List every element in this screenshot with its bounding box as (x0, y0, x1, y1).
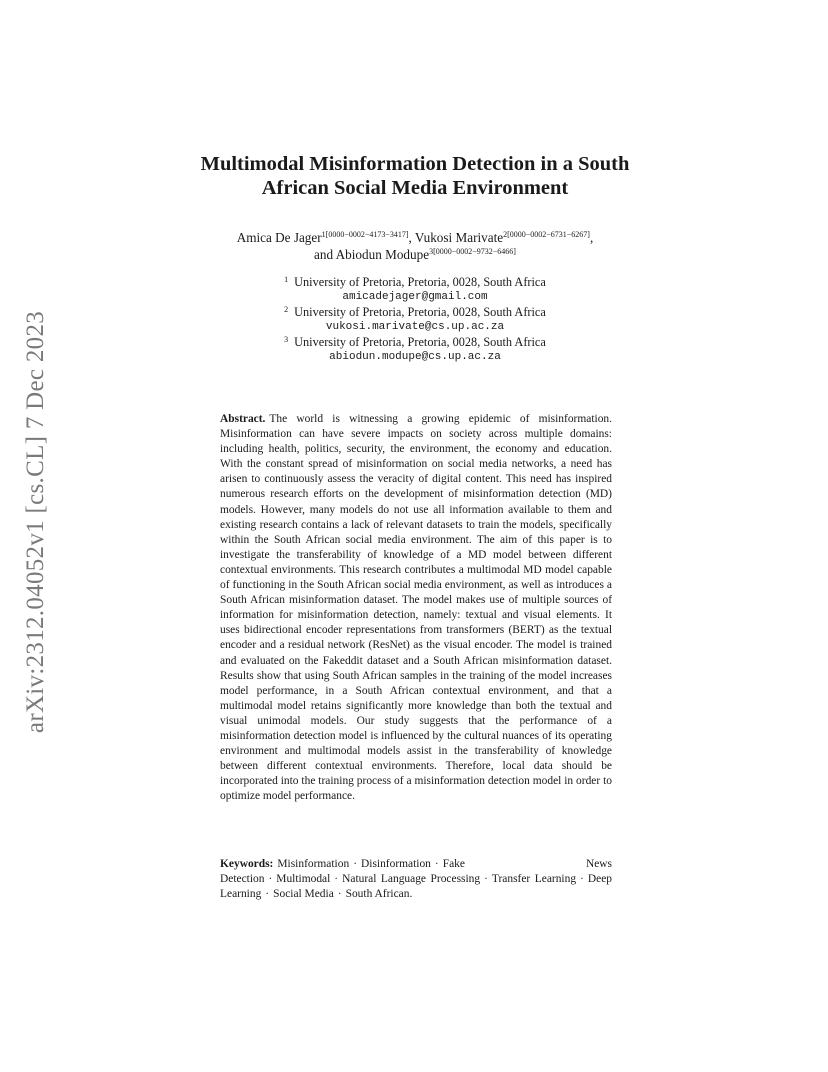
keyword-separator: · (484, 873, 488, 886)
author-orcid: 3[0000−0002−9732−6466] (429, 247, 516, 256)
affiliation-list (200, 275, 630, 365)
keywords (220, 857, 612, 902)
keyword-item: South African. (345, 888, 413, 901)
author-email: vukosi.marivate@cs.up.ac.za (325, 321, 505, 333)
affiliation-text: University of Pretoria, Pretoria, 0028, South Africa (294, 275, 546, 289)
affiliation-number: 1 (284, 275, 289, 284)
keyword-item: Transfer Learning (491, 873, 577, 886)
keyword-item: Misinformation (277, 858, 350, 870)
author-name: Amica De Jager (236, 230, 322, 245)
keyword-item: Fake News Detection (220, 858, 612, 886)
author-name: and Abiodun Modupe (314, 247, 430, 262)
affiliation-number: 2 (284, 305, 289, 314)
author-email: abiodun.modupe@cs.up.ac.za (329, 351, 501, 363)
keyword-list (220, 858, 612, 900)
keyword-item: Multimodal (276, 873, 331, 886)
affiliation-item (200, 335, 630, 350)
affiliation-number: 3 (284, 335, 289, 344)
arxiv-identifier-stamp (16, 292, 56, 752)
arxiv-identifier-text: arXiv:2312.04052v1 [cs.CL] 7 Dec 2023 (22, 310, 50, 734)
author-line-2 (150, 246, 680, 263)
affiliation-item (200, 275, 630, 290)
affiliation-text: University of Pretoria, Pretoria, 0028, South Africa (294, 305, 546, 319)
keyword-item: Natural Language Processing (342, 873, 481, 886)
author-separator: , (589, 230, 594, 245)
author-list (150, 229, 680, 263)
keyword-item: Disinformation (361, 858, 431, 870)
keyword-separator: · (580, 873, 584, 886)
affiliation-text: University of Pretoria, Pretoria, 0028, South Africa (294, 335, 546, 349)
keyword-item: Deep Learning (220, 873, 612, 901)
affiliation-item (200, 305, 630, 320)
paper-title-line-1: Multimodal Misinformation Detection in a South (200, 153, 630, 175)
author-line-1 (150, 229, 680, 246)
keyword-separator: · (334, 873, 339, 886)
author-email: amicadejager@gmail.com (342, 291, 488, 303)
keyword-separator: · (434, 858, 439, 870)
keyword-separator: · (337, 888, 342, 901)
keyword-item: Social Media (273, 888, 334, 901)
keyword-separator: · (268, 873, 273, 886)
keyword-separator: · (265, 888, 270, 901)
author-orcid: 1[0000−0002−4173−3417] (321, 230, 409, 239)
paper-title (150, 152, 680, 200)
abstract-text: The world is witnessing a growing epidemic of misinformation. Misinformation can have severe impacts on society across multiple domains: including health, politics, security, the environment, the economy and education. With the constant spread of misinformation on social media networks, a need has arisen to continuously assess the veracity of digital content. This need has inspired numerous research efforts on the development of misinformation detection (MD) models. However, many models do not use all information available to them and existing research contains a lack of relevant datasets to train the models, specifically within the South African social media environment. The aim of this paper is to investigate the transferability of knowledge of a MD model between different contextual environments. This research contributes a multimodal MD model capable of functioning in the South African social media environment, as well as introduces a South African misinformation dataset. The model makes use of multiple sources of information for misinformation detection, namely: textual and visual elements. It uses bidirectional encoder representations from transformers (BERT) as the textual encoder and a residual network (ResNet) as the visual encoder. The model is trained and evaluated on the Fakeddit dataset and a South African misinformation dataset. Results show that using South African samples in the training of the model increases model performance, in a South African contextual environment, and that a multimodal model retains significantly more knowledge than both the textual and visual unimodal models. Our study suggests that the performance of a misinformation detection model is influenced by the cultural nuances of its operating environment and multimodal models assist in the transferability of knowledge between different contextual environments. Therefore, local data should be incorporated into the training process of a misinformation detection model in order to optimize model performance. (220, 413, 612, 803)
author-name: Vukosi Marivate (414, 230, 504, 245)
keyword-separator: · (353, 858, 357, 870)
author-separator: , (408, 230, 415, 245)
paper-title-line-2: African Social Media Environment (261, 177, 569, 199)
abstract-label: Abstract. (220, 413, 266, 425)
keywords-label: Keywords: (220, 858, 274, 870)
author-orcid: 2[0000−0002−6731−6267] (503, 230, 590, 239)
abstract (220, 412, 612, 804)
